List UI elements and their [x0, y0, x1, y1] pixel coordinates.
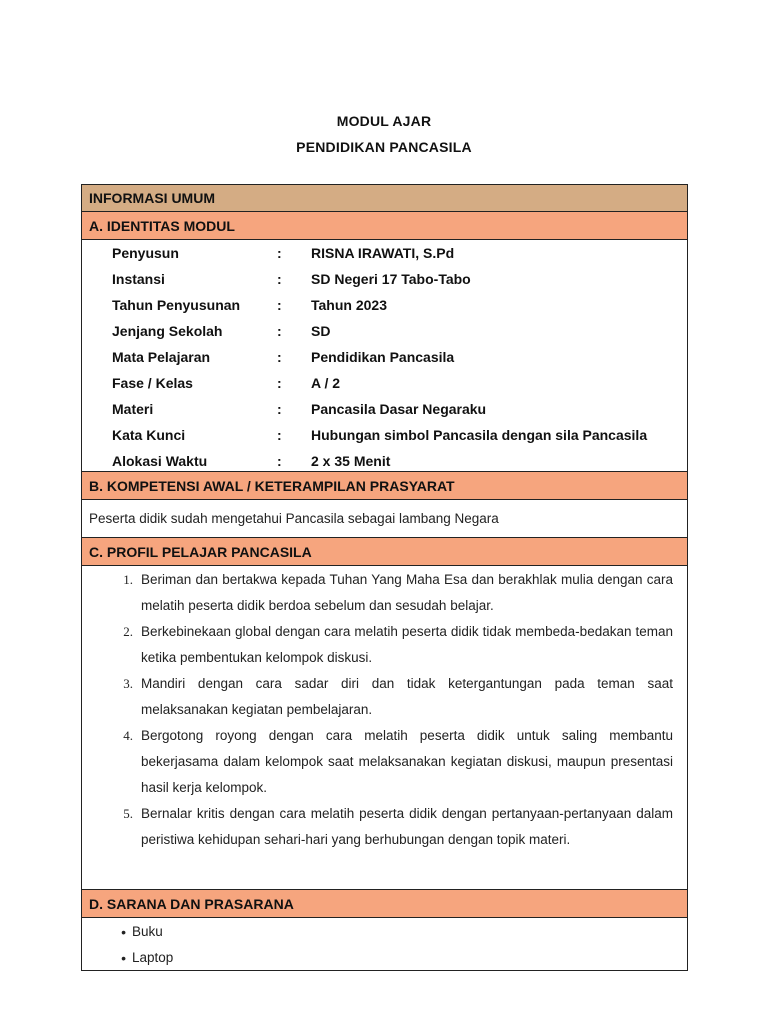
identity-colon: :: [277, 297, 282, 313]
document-title: [0, 108, 768, 160]
list-number: 2.: [123, 624, 133, 639]
profile-header: C. PROFIL PELAJAR PANCASILA: [82, 538, 687, 566]
identity-value: Hubungan simbol Pancasila dengan sila Pancasila: [311, 427, 648, 443]
identity-colon: :: [277, 453, 282, 469]
identity-value: Pancasila Dasar Negaraku: [311, 401, 487, 417]
identity-value: 2 x 35 Menit: [311, 453, 391, 469]
list-text: Laptop: [132, 950, 174, 965]
list-number: 3.: [123, 676, 133, 691]
identity-label: Materi: [112, 401, 154, 417]
list-text: Bergotong royong dengan cara melatih peserta didik untuk saling membantu bekerjasama dalam kelompok saat melaksanakan kegiatan diskusi, maupun presentasi hasil kerja kelompok.: [141, 728, 673, 795]
identity-colon: :: [277, 401, 282, 417]
list-text: Mandiri dengan cara sadar diri dan tidak ketergantungan pada teman saat melaksanakan kegiatan pembelajaran.: [141, 676, 673, 717]
identity-value: Tahun 2023: [311, 297, 387, 313]
identity-colon: :: [277, 349, 282, 365]
identity-row: [82, 240, 687, 266]
identity-row: [82, 370, 687, 396]
list-text: Berkebinekaan global dengan cara melatih peserta didik tidak membeda-bedakan teman ketika pembentukan kelompok diskusi.: [141, 624, 673, 665]
identity-row: [82, 318, 687, 344]
identity-label: Penyusun: [112, 245, 179, 261]
identity-colon: :: [277, 323, 282, 339]
identity-label: Jenjang Sekolah: [112, 323, 223, 339]
identity-row: [82, 344, 687, 370]
identity-row: [82, 266, 687, 292]
bullet-icon: •: [121, 924, 126, 940]
facilities-list: [82, 918, 687, 970]
identity-label: Kata Kunci: [112, 427, 186, 443]
identity-header: A. IDENTITAS MODUL: [82, 212, 687, 240]
identity-section: [82, 240, 687, 472]
identity-value: Pendidikan Pancasila: [311, 349, 455, 365]
identity-label: Mata Pelajaran: [112, 349, 211, 365]
list-item: [82, 801, 687, 853]
general-info-header: INFORMASI UMUM: [82, 185, 687, 212]
identity-label: Fase / Kelas: [112, 375, 193, 391]
identity-row: [82, 448, 687, 474]
list-item: [82, 919, 687, 945]
identity-row: [82, 292, 687, 318]
competency-text: Peserta didik sudah mengetahui Pancasila sebagai lambang Negara: [82, 500, 687, 538]
identity-colon: :: [277, 271, 282, 287]
list-item: [82, 619, 687, 671]
list-item: [82, 945, 687, 971]
list-text: Bernalar kritis dengan cara melatih peserta didik dengan pertanyaan-pertanyaan dalam peristiwa kehidupan sehari-hari yang berhubungan dengan topik materi.: [141, 806, 673, 847]
identity-label: Alokasi Waktu: [112, 453, 208, 469]
identity-value: A / 2: [311, 375, 341, 391]
identity-colon: :: [277, 427, 282, 443]
module-table: [81, 184, 688, 971]
list-item: [82, 567, 687, 619]
list-number: 5.: [123, 806, 133, 821]
profile-list: [82, 566, 687, 890]
identity-label: Tahun Penyusunan: [112, 297, 241, 313]
identity-colon: :: [277, 245, 282, 261]
list-text: Beriman dan bertakwa kepada Tuhan Yang Maha Esa dan berakhlak mulia dengan cara melatih peserta didik berdoa sebelum dan sesudah belajar.: [141, 572, 673, 613]
bullet-icon: •: [121, 950, 126, 966]
facilities-header: D. SARANA DAN PRASARANA: [82, 890, 687, 918]
identity-colon: :: [277, 375, 282, 391]
identity-row: [82, 422, 687, 448]
identity-label: Instansi: [112, 271, 165, 287]
title-line-1: MODUL AJAR: [336, 113, 432, 129]
competency-header: B. KOMPETENSI AWAL / KETERAMPILAN PRASYARAT: [82, 472, 687, 500]
identity-value: SD: [311, 323, 331, 339]
list-item: [82, 671, 687, 723]
list-text: Buku: [132, 924, 163, 939]
list-number: 1.: [123, 572, 133, 587]
title-line-2: PENDIDIKAN PANCASILA: [296, 139, 472, 155]
identity-value: RISNA IRAWATI, S.Pd: [311, 245, 455, 261]
list-number: 4.: [123, 728, 133, 743]
identity-value: SD Negeri 17 Tabo-Tabo: [311, 271, 471, 287]
list-item: [82, 723, 687, 801]
identity-row: [82, 396, 687, 422]
